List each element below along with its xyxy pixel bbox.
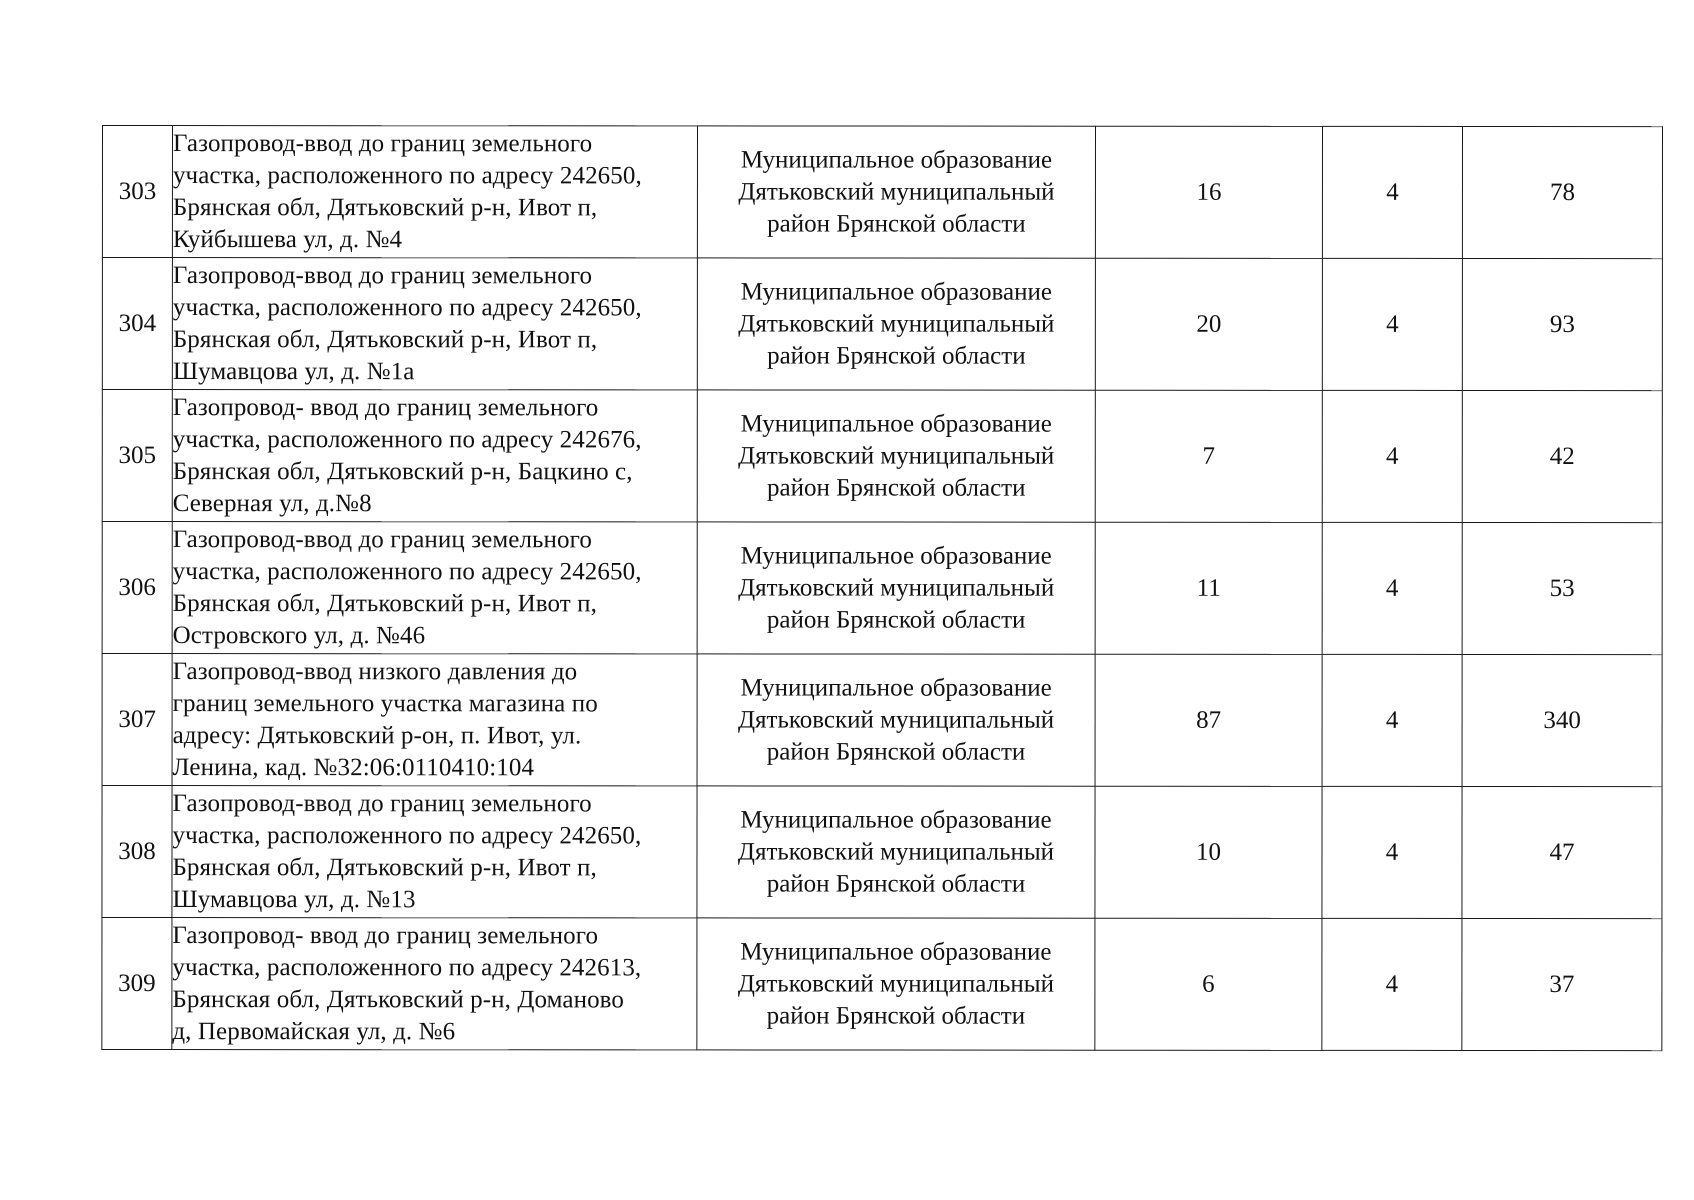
row-number-cell: 309 bbox=[102, 918, 172, 1050]
value-cell-c: 93 bbox=[1462, 258, 1662, 390]
row-number-cell: 307 bbox=[102, 654, 172, 786]
table-row bbox=[102, 918, 1662, 1051]
owner-line: район Брянской области bbox=[766, 869, 1026, 898]
owner-cell bbox=[697, 126, 1095, 258]
owner-line: район Брянской области bbox=[766, 605, 1026, 634]
value-cell-c: 42 bbox=[1462, 390, 1662, 522]
value-cell-b: 4 bbox=[1322, 654, 1462, 786]
table-row bbox=[102, 390, 1662, 523]
gas-pipeline-registry-table bbox=[101, 125, 1663, 1051]
object-name-cell bbox=[172, 126, 697, 258]
owner-line: Муниципальное образование bbox=[740, 409, 1052, 438]
value-cell-b: 4 bbox=[1322, 126, 1462, 258]
owner-line: Муниципальное образование bbox=[740, 145, 1053, 174]
row-number-cell: 304 bbox=[102, 258, 172, 390]
object-name-line: адресу: Дятьковский р-он, п. Ивот, ул. bbox=[172, 721, 582, 749]
value-cell-a: 16 bbox=[1095, 126, 1322, 258]
owner-cell bbox=[697, 390, 1095, 522]
object-name-line: Брянская обл, Дятьковский р-н, Ивот п, bbox=[172, 325, 598, 353]
owner-line: Муниципальное образование bbox=[740, 937, 1052, 966]
value-cell-b: 4 bbox=[1322, 258, 1462, 390]
value-cell-a: 87 bbox=[1095, 654, 1322, 786]
row-number-cell: 305 bbox=[102, 390, 172, 522]
object-name-line: Газопровод- ввод до границ земельного bbox=[172, 921, 599, 949]
object-name-line: участка, расположенного по адресу 242650, bbox=[172, 821, 642, 849]
row-number-cell: 306 bbox=[102, 522, 172, 654]
object-name-line: Брянская обл, Дятьковский р-н, Ивот п, bbox=[172, 589, 598, 617]
value-cell-a: 6 bbox=[1095, 918, 1322, 1050]
object-name-line: участка, расположенного по адресу 242613, bbox=[172, 953, 642, 981]
owner-line: Муниципальное образование bbox=[740, 541, 1052, 570]
object-name-cell bbox=[172, 258, 697, 390]
value-cell-a: 10 bbox=[1095, 786, 1322, 918]
owner-cell bbox=[697, 786, 1095, 918]
table-row bbox=[102, 126, 1662, 259]
value-cell-a: 20 bbox=[1095, 258, 1322, 390]
object-name-line: д, Первомайская ул, д. №6 bbox=[172, 1017, 456, 1045]
object-name-line: границ земельного участка магазина по bbox=[172, 689, 598, 717]
object-name-line: Газопровод- ввод до границ земельного bbox=[172, 393, 599, 421]
object-name-line: Газопровод-ввод до границ земельного bbox=[172, 525, 592, 553]
object-name-line: Шумавцова ул, д. №13 bbox=[172, 885, 416, 913]
owner-cell bbox=[697, 522, 1095, 654]
object-name-cell bbox=[172, 918, 697, 1050]
value-cell-b: 4 bbox=[1322, 786, 1462, 918]
row-number-cell: 308 bbox=[102, 786, 172, 918]
owner-line: Дятьковский муниципальный bbox=[738, 573, 1055, 602]
owner-line: район Брянской области bbox=[767, 209, 1026, 238]
owner-line: Муниципальное образование bbox=[740, 673, 1052, 702]
owner-line: район Брянской области bbox=[766, 473, 1026, 502]
object-name-cell bbox=[172, 522, 697, 654]
owner-line: Дятьковский муниципальный bbox=[737, 705, 1055, 734]
value-cell-c: 53 bbox=[1462, 522, 1662, 654]
owner-line: Муниципальное образование bbox=[740, 805, 1052, 834]
object-name-line: Куйбышева ул, д. №4 bbox=[172, 225, 403, 253]
object-name-line: Шумавцова ул, д. №1а bbox=[172, 357, 415, 385]
owner-cell bbox=[697, 258, 1095, 390]
value-cell-a: 7 bbox=[1095, 390, 1322, 522]
value-cell-a: 11 bbox=[1095, 522, 1322, 654]
object-name-line: участка, расположенного по адресу 242650, bbox=[172, 293, 642, 321]
owner-line: Дятьковский муниципальный bbox=[738, 441, 1055, 470]
object-name-line: участка, расположенного по адресу 242650, bbox=[172, 557, 642, 585]
object-name-line: участка, расположенного по адресу 242676, bbox=[172, 425, 642, 453]
object-name-cell bbox=[172, 786, 697, 918]
object-name-line: Островского ул, д. №46 bbox=[172, 621, 426, 649]
owner-line: Дятьковский муниципальный bbox=[737, 969, 1054, 998]
owner-line: Дятьковский муниципальный bbox=[737, 837, 1055, 866]
value-cell-b: 4 bbox=[1322, 390, 1462, 522]
object-name-line: Брянская обл, Дятьковский р-н, Ивот п, bbox=[172, 853, 597, 881]
object-name-line: Брянская обл, Дятьковский р-н, Ивот п, bbox=[172, 193, 598, 221]
object-name-cell bbox=[172, 654, 697, 786]
owner-line: Дятьковский муниципальный bbox=[738, 309, 1055, 338]
table-row bbox=[102, 258, 1662, 391]
owner-line: район Брянской области bbox=[767, 341, 1026, 370]
value-cell-b: 4 bbox=[1322, 918, 1462, 1050]
owner-line: район Брянской области bbox=[766, 1001, 1026, 1030]
object-name-cell bbox=[172, 390, 697, 522]
object-name-line: Газопровод-ввод до границ земельного bbox=[172, 129, 593, 157]
owner-cell bbox=[697, 654, 1095, 786]
object-name-line: участка, расположенного по адресу 242650, bbox=[172, 161, 642, 189]
owner-line: Муниципальное образование bbox=[740, 277, 1052, 306]
object-name-line: Ленина, кад. №32:06:0110410:104 bbox=[172, 753, 535, 781]
object-name-line: Газопровод-ввод низкого давления до bbox=[172, 657, 578, 685]
value-cell-c: 340 bbox=[1462, 654, 1662, 786]
value-cell-c: 47 bbox=[1462, 786, 1662, 918]
table-row bbox=[102, 786, 1662, 919]
value-cell-c: 37 bbox=[1462, 918, 1662, 1050]
owner-cell bbox=[697, 918, 1095, 1050]
owner-line: район Брянской области bbox=[766, 737, 1026, 766]
row-number-cell: 303 bbox=[102, 126, 172, 258]
value-cell-b: 4 bbox=[1322, 522, 1462, 654]
object-name-line: Газопровод-ввод до границ земельного bbox=[172, 261, 593, 289]
object-name-line: Брянская обл, Дятьковский р-н, Доманово bbox=[172, 985, 625, 1013]
object-name-line: Брянская обл, Дятьковский р-н, Бацкино с, bbox=[172, 457, 633, 485]
document-page bbox=[101, 125, 1663, 1051]
table-row bbox=[102, 654, 1662, 787]
object-name-line: Северная ул, д.№8 bbox=[172, 489, 372, 517]
value-cell-c: 78 bbox=[1462, 126, 1662, 258]
table-row bbox=[102, 522, 1662, 655]
table-body bbox=[102, 126, 1663, 1051]
object-name-line: Газопровод-ввод до границ земельного bbox=[172, 789, 592, 817]
owner-line: Дятьковский муниципальный bbox=[738, 177, 1055, 206]
